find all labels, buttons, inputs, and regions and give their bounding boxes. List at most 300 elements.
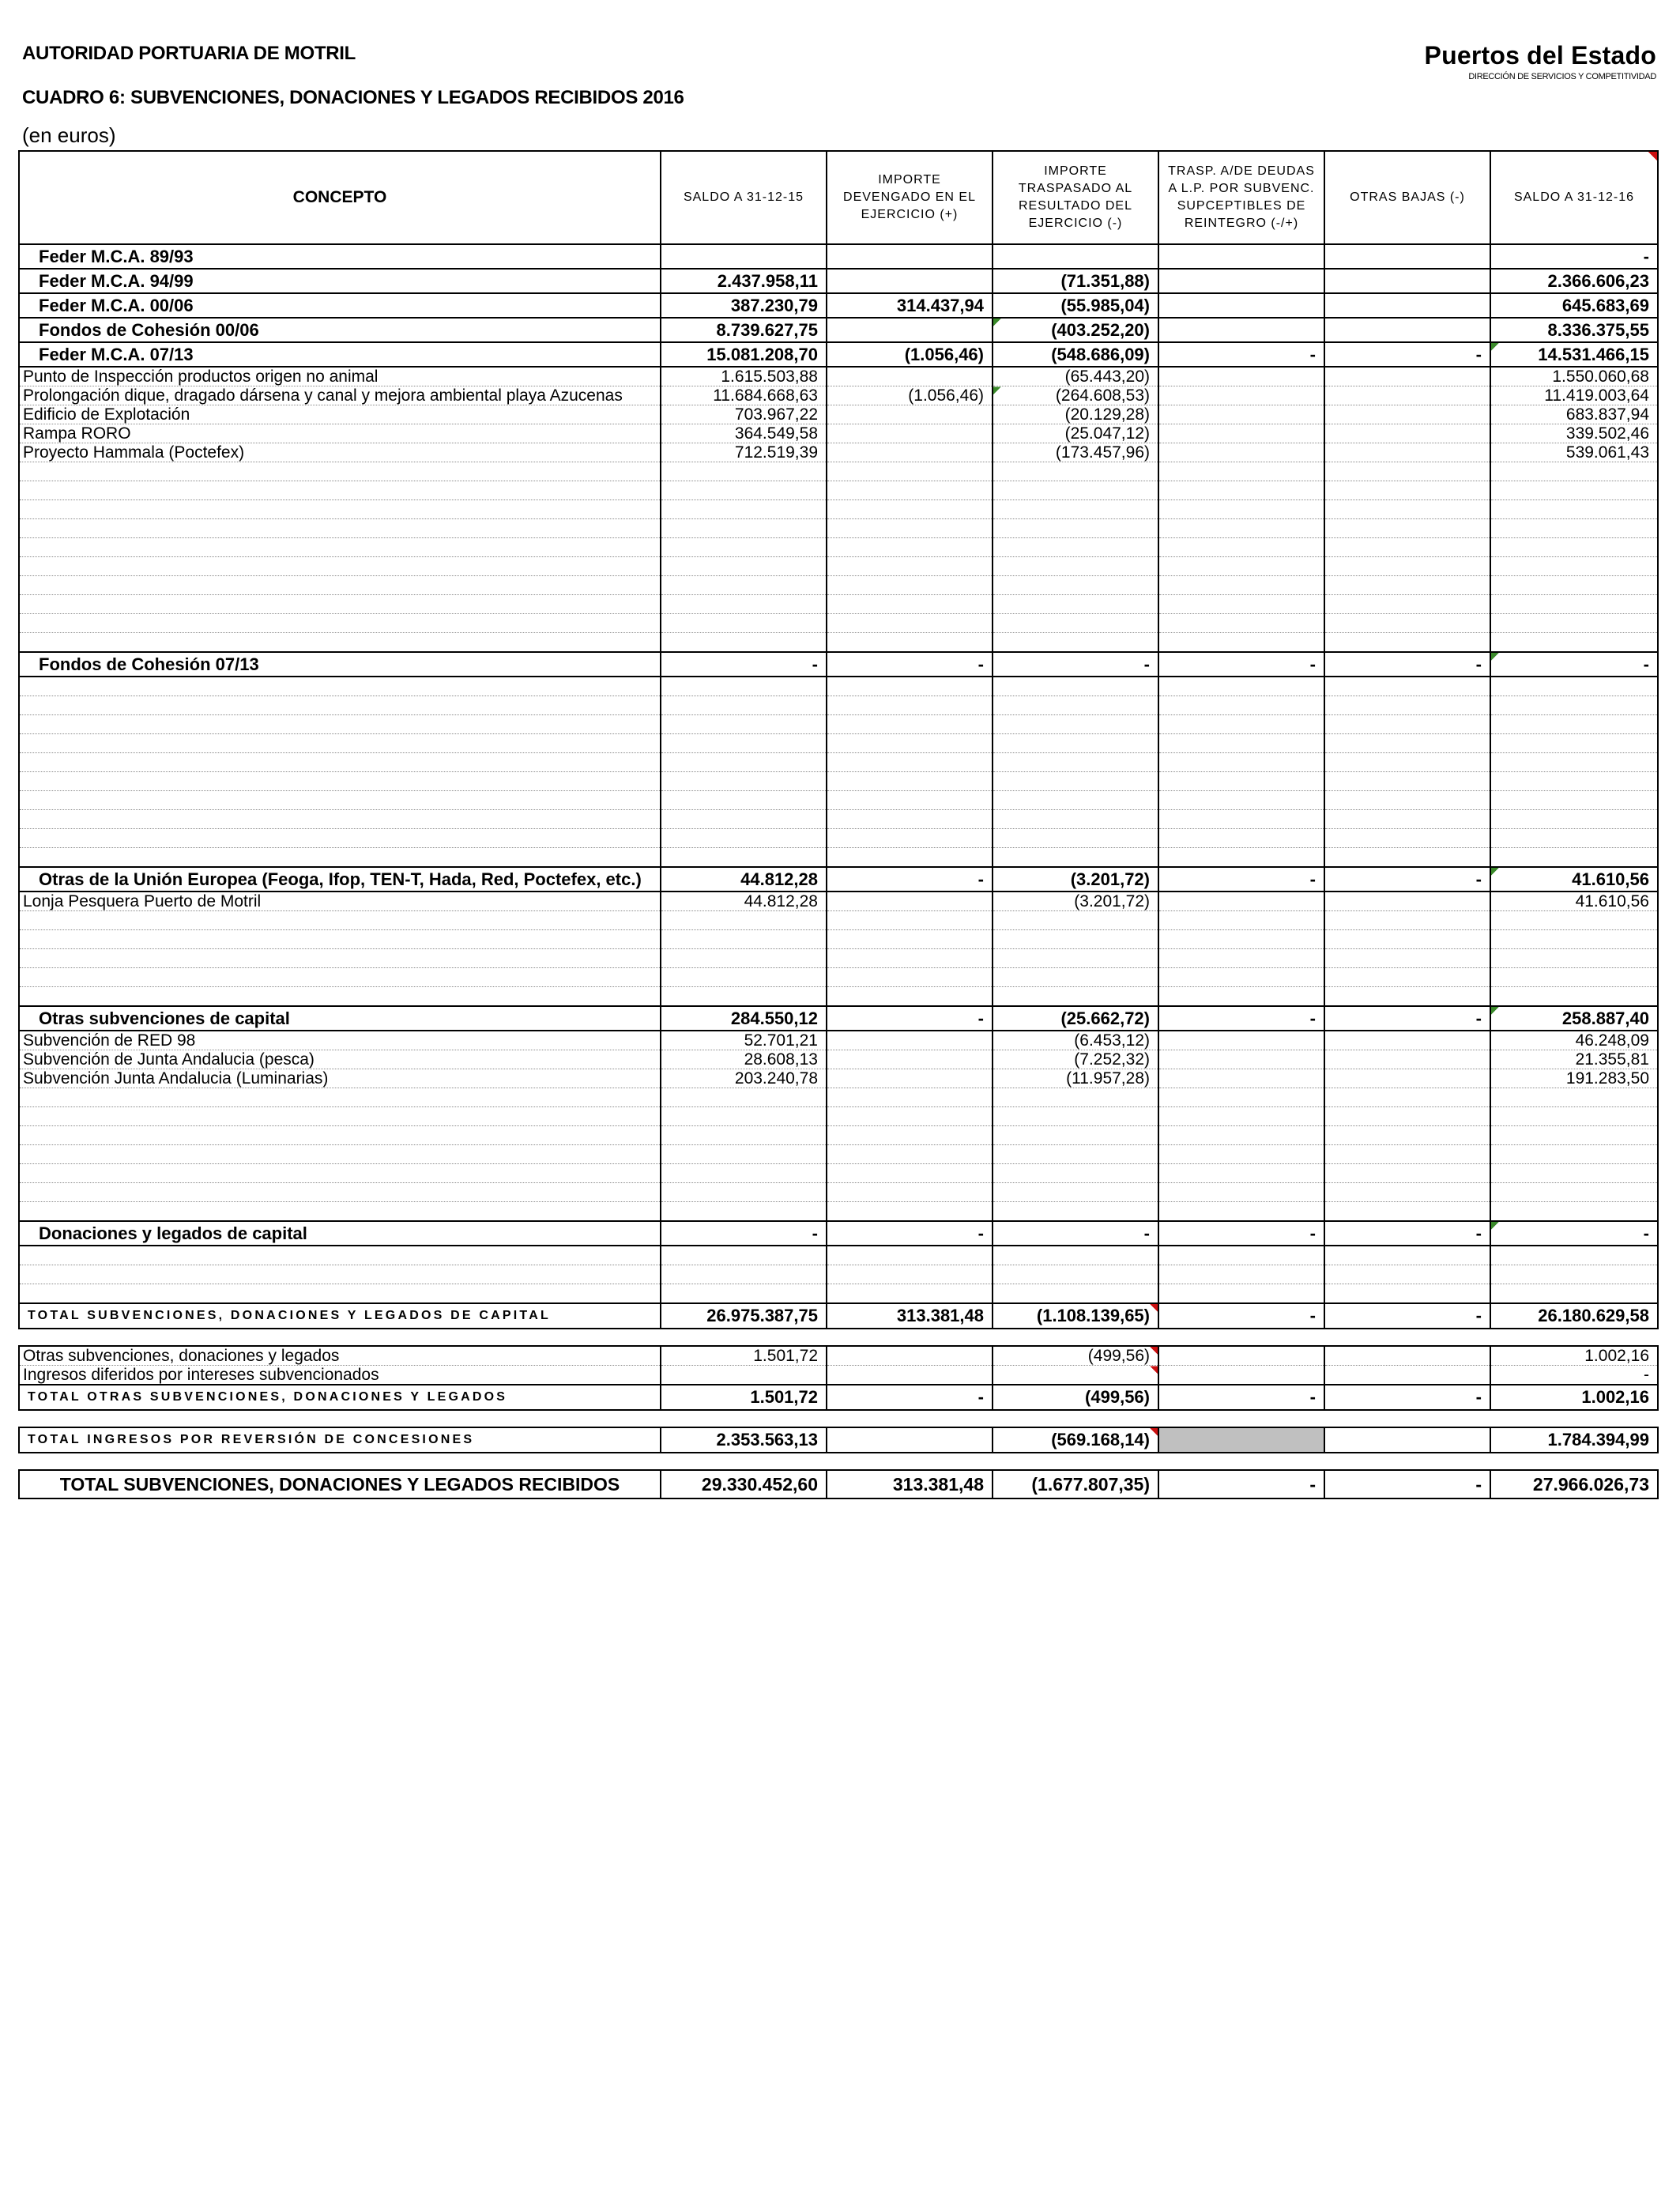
empty-row — [19, 1246, 1658, 1265]
empty-cell — [1324, 848, 1490, 868]
saldo-inicial-cell: - — [661, 652, 827, 677]
empty-cell — [661, 1088, 827, 1107]
column-header-otras-bajas: OTRAS BAJAS (-) — [1324, 151, 1490, 244]
empty-cell — [1490, 1126, 1658, 1145]
detail-row — [19, 424, 1658, 443]
empty-cell — [1324, 1265, 1490, 1284]
traspasado-cell: (499,56) — [993, 1346, 1158, 1366]
empty-cell — [661, 949, 827, 968]
empty-cell — [1324, 576, 1490, 595]
traspasado-cell: (6.453,12) — [993, 1031, 1158, 1050]
empty-cell — [19, 772, 661, 791]
empty-cell — [19, 1284, 661, 1304]
empty-cell — [993, 1126, 1158, 1145]
empty-cell — [19, 753, 661, 772]
empty-cell — [661, 614, 827, 633]
empty-cell — [661, 987, 827, 1007]
empty-cell — [661, 772, 827, 791]
traspasado-cell — [993, 1366, 1158, 1385]
empty-cell — [19, 968, 661, 987]
empty-cell — [1158, 1202, 1324, 1222]
saldo-final-cell: 1.002,16 — [1490, 1385, 1658, 1410]
empty-cell — [827, 696, 993, 715]
empty-cell — [1490, 500, 1658, 519]
saldo-inicial-cell: 29.330.452,60 — [661, 1470, 827, 1498]
saldo-inicial-cell: 11.684.668,63 — [661, 386, 827, 405]
empty-cell — [19, 677, 661, 696]
empty-cell — [827, 519, 993, 538]
empty-cell — [827, 734, 993, 753]
devengado-cell: 313.381,48 — [827, 1470, 993, 1498]
empty-cell — [1158, 1183, 1324, 1202]
devengado-cell — [827, 244, 993, 269]
empty-row — [19, 1107, 1658, 1126]
empty-cell — [661, 848, 827, 868]
traspasado-cell: (11.957,28) — [993, 1069, 1158, 1088]
empty-cell — [1490, 987, 1658, 1007]
empty-row — [19, 1202, 1658, 1222]
empty-row — [19, 848, 1658, 868]
section-row — [19, 1006, 1658, 1031]
devengado-cell: - — [827, 652, 993, 677]
empty-row — [19, 772, 1658, 791]
traspasado-cell: (20.129,28) — [993, 405, 1158, 424]
empty-cell — [827, 949, 993, 968]
concept-cell: Feder M.C.A. 89/93 — [19, 244, 661, 269]
empty-cell — [827, 810, 993, 829]
empty-cell — [1158, 810, 1324, 829]
otras-bajas-cell: - — [1324, 867, 1490, 892]
empty-cell — [661, 715, 827, 734]
grand-total-row — [19, 1470, 1658, 1498]
empty-cell — [19, 519, 661, 538]
saldo-final-cell: - — [1490, 1221, 1658, 1246]
devengado-cell — [827, 892, 993, 911]
empty-cell — [993, 677, 1158, 696]
empty-cell — [993, 462, 1158, 481]
empty-cell — [1158, 557, 1324, 576]
traspaso-deudas-cell — [1158, 1069, 1324, 1088]
saldo-inicial-cell: 1.615.503,88 — [661, 367, 827, 386]
devengado-cell — [827, 1069, 993, 1088]
empty-cell — [993, 1284, 1158, 1304]
empty-cell — [661, 595, 827, 614]
empty-cell — [1490, 772, 1658, 791]
empty-cell — [661, 538, 827, 557]
saldo-final-cell: 2.366.606,23 — [1490, 269, 1658, 293]
empty-cell — [19, 930, 661, 949]
empty-cell — [1490, 791, 1658, 810]
empty-cell — [827, 1183, 993, 1202]
table-body — [19, 244, 1658, 1498]
empty-cell — [1158, 538, 1324, 557]
empty-cell — [1324, 753, 1490, 772]
empty-cell — [1324, 1246, 1490, 1265]
empty-cell — [1158, 930, 1324, 949]
saldo-inicial-cell: 203.240,78 — [661, 1069, 827, 1088]
empty-cell — [1324, 462, 1490, 481]
empty-cell — [1490, 481, 1658, 500]
report-title: CUADRO 6: SUBVENCIONES, DONACIONES Y LEGADOS RECIBIDOS 2016 — [22, 87, 684, 108]
traspaso-deudas-cell — [1158, 386, 1324, 405]
empty-cell — [1324, 538, 1490, 557]
traspaso-deudas-cell: - — [1158, 1006, 1324, 1031]
traspaso-deudas-cell — [1158, 424, 1324, 443]
empty-cell — [1324, 519, 1490, 538]
saldo-inicial-cell: 712.519,39 — [661, 443, 827, 462]
empty-cell — [827, 576, 993, 595]
empty-cell — [1158, 1265, 1324, 1284]
saldo-inicial-cell: 2.353.563,13 — [661, 1427, 827, 1453]
empty-cell — [1158, 772, 1324, 791]
empty-cell — [1324, 1202, 1490, 1222]
traspaso-deudas-cell — [1158, 269, 1324, 293]
empty-cell — [827, 1284, 993, 1304]
empty-cell — [827, 911, 993, 930]
empty-row — [19, 1284, 1658, 1304]
empty-cell — [1158, 734, 1324, 753]
empty-cell — [827, 829, 993, 848]
traspaso-deudas-cell — [1158, 318, 1324, 342]
empty-cell — [19, 1145, 661, 1164]
empty-row — [19, 557, 1658, 576]
detail-row — [19, 1069, 1658, 1088]
spacer-row — [19, 1453, 1658, 1470]
empty-cell — [1490, 949, 1658, 968]
detail-row — [19, 386, 1658, 405]
traspaso-deudas-cell — [1158, 1366, 1324, 1385]
traspaso-deudas-cell — [1158, 892, 1324, 911]
column-header-traspasado: IMPORTE TRASPASADO AL RESULTADO DEL EJERCICIO (-) — [993, 151, 1158, 244]
saldo-inicial-cell: 2.437.958,11 — [661, 269, 827, 293]
empty-cell — [19, 1183, 661, 1202]
traspasado-cell: (71.351,88) — [993, 269, 1158, 293]
spacer-row — [19, 1410, 1658, 1427]
saldo-final-cell: 41.610,56 — [1490, 867, 1658, 892]
traspasado-cell: (65.443,20) — [993, 367, 1158, 386]
empty-cell — [1324, 734, 1490, 753]
concept-cell: Otras de la Unión Europea (Feoga, Ifop, TEN-T, Hada, Red, Poctefex, etc.) — [19, 867, 661, 892]
empty-cell — [1324, 829, 1490, 848]
empty-cell — [1158, 1088, 1324, 1107]
empty-cell — [1490, 829, 1658, 848]
empty-cell — [661, 1202, 827, 1222]
empty-row — [19, 614, 1658, 633]
traspasado-cell: (3.201,72) — [993, 892, 1158, 911]
section-row — [19, 318, 1658, 342]
saldo-final-cell: 8.336.375,55 — [1490, 318, 1658, 342]
empty-cell — [661, 1265, 827, 1284]
empty-cell — [1324, 930, 1490, 949]
devengado-cell: (1.056,46) — [827, 342, 993, 367]
empty-cell — [1158, 576, 1324, 595]
empty-cell — [1324, 696, 1490, 715]
concept-cell: Prolongación dique, dragado dársena y canal y mejora ambiental playa Azucenas — [19, 386, 661, 405]
empty-cell — [827, 1202, 993, 1222]
devengado-cell: 313.381,48 — [827, 1303, 993, 1329]
empty-cell — [1490, 614, 1658, 633]
empty-cell — [1490, 538, 1658, 557]
column-header-concepto: CONCEPTO — [19, 151, 661, 244]
empty-cell — [19, 734, 661, 753]
empty-cell — [1490, 696, 1658, 715]
empty-row — [19, 538, 1658, 557]
empty-row — [19, 595, 1658, 614]
otras-bajas-cell: - — [1324, 1221, 1490, 1246]
brand-logo — [1425, 41, 1656, 81]
devengado-cell — [827, 1031, 993, 1050]
devengado-cell — [827, 443, 993, 462]
empty-cell — [1324, 1164, 1490, 1183]
empty-cell — [993, 1183, 1158, 1202]
devengado-cell — [827, 405, 993, 424]
total-row — [19, 1427, 1658, 1453]
concept-cell: TOTAL SUBVENCIONES, DONACIONES Y LEGADOS DE CAPITAL — [19, 1303, 661, 1329]
saldo-final-cell: 14.531.466,15 — [1490, 342, 1658, 367]
empty-cell — [993, 595, 1158, 614]
otras-bajas-cell — [1324, 1031, 1490, 1050]
empty-cell — [1158, 1126, 1324, 1145]
empty-cell — [993, 538, 1158, 557]
otras-bajas-cell — [1324, 318, 1490, 342]
empty-cell — [1490, 1265, 1658, 1284]
empty-cell — [1490, 462, 1658, 481]
empty-cell — [1158, 987, 1324, 1007]
empty-cell — [993, 1145, 1158, 1164]
empty-cell — [1490, 715, 1658, 734]
empty-cell — [993, 1088, 1158, 1107]
concept-cell: Rampa RORO — [19, 424, 661, 443]
empty-cell — [1158, 753, 1324, 772]
empty-cell — [661, 696, 827, 715]
otras-bajas-cell: - — [1324, 1385, 1490, 1410]
empty-cell — [827, 930, 993, 949]
table-header-row — [19, 151, 1658, 244]
empty-cell — [1490, 1246, 1658, 1265]
empty-cell — [1324, 968, 1490, 987]
empty-cell — [1158, 696, 1324, 715]
otras-bajas-cell: - — [1324, 1006, 1490, 1031]
concept-cell: Punto de Inspección productos origen no animal — [19, 367, 661, 386]
empty-row — [19, 481, 1658, 500]
empty-cell — [1490, 1284, 1658, 1304]
traspaso-deudas-cell — [1158, 1031, 1324, 1050]
empty-cell — [1324, 481, 1490, 500]
empty-row — [19, 1126, 1658, 1145]
empty-row — [19, 500, 1658, 519]
empty-cell — [19, 848, 661, 868]
empty-cell — [827, 968, 993, 987]
devengado-cell — [827, 367, 993, 386]
empty-cell — [1324, 949, 1490, 968]
empty-cell — [993, 791, 1158, 810]
saldo-inicial-cell: 44.812,28 — [661, 892, 827, 911]
empty-cell — [19, 810, 661, 829]
concept-cell: TOTAL SUBVENCIONES, DONACIONES Y LEGADOS RECIBIDOS — [19, 1470, 661, 1498]
empty-cell — [19, 1107, 661, 1126]
empty-cell — [1324, 791, 1490, 810]
concept-cell: Lonja Pesquera Puerto de Motril — [19, 892, 661, 911]
empty-cell — [1324, 1126, 1490, 1145]
empty-cell — [993, 557, 1158, 576]
devengado-cell: - — [827, 1221, 993, 1246]
detail-row — [19, 1050, 1658, 1069]
traspaso-deudas-cell: - — [1158, 652, 1324, 677]
empty-cell — [1324, 633, 1490, 653]
otras-bajas-cell — [1324, 293, 1490, 318]
saldo-final-cell: - — [1490, 244, 1658, 269]
empty-cell — [1324, 772, 1490, 791]
empty-cell — [993, 614, 1158, 633]
empty-cell — [1490, 1164, 1658, 1183]
empty-cell — [827, 595, 993, 614]
otras-bajas-cell — [1324, 443, 1490, 462]
concept-cell: Subvención de RED 98 — [19, 1031, 661, 1050]
empty-cell — [661, 1126, 827, 1145]
otras-bajas-cell: - — [1324, 1303, 1490, 1329]
saldo-final-cell: 683.837,94 — [1490, 405, 1658, 424]
empty-cell — [993, 1265, 1158, 1284]
empty-cell — [1490, 595, 1658, 614]
empty-cell — [1490, 810, 1658, 829]
empty-cell — [827, 677, 993, 696]
concept-cell: Otras subvenciones, donaciones y legados — [19, 1346, 661, 1366]
empty-cell — [19, 829, 661, 848]
empty-cell — [993, 1107, 1158, 1126]
empty-cell — [1158, 848, 1324, 868]
saldo-final-cell: 339.502,46 — [1490, 424, 1658, 443]
empty-cell — [1324, 911, 1490, 930]
otras-bajas-cell — [1324, 892, 1490, 911]
empty-cell — [19, 500, 661, 519]
spacer-cell — [19, 1453, 1658, 1470]
empty-cell — [1158, 1145, 1324, 1164]
empty-cell — [993, 633, 1158, 653]
saldo-final-cell: 645.683,69 — [1490, 293, 1658, 318]
empty-cell — [661, 1183, 827, 1202]
saldo-inicial-cell: - — [661, 1221, 827, 1246]
organization-name: AUTORIDAD PORTUARIA DE MOTRIL — [22, 43, 356, 64]
empty-cell — [993, 829, 1158, 848]
saldo-inicial-cell — [661, 1366, 827, 1385]
empty-cell — [1490, 930, 1658, 949]
concept-cell: Feder M.C.A. 07/13 — [19, 342, 661, 367]
detail-row — [19, 1346, 1658, 1366]
traspasado-cell: (264.608,53) — [993, 386, 1158, 405]
empty-cell — [661, 481, 827, 500]
brand-subtitle: DIRECCIÓN DE SERVICIOS Y COMPETITIVIDAD — [1468, 72, 1656, 81]
traspasado-cell: (1.108.139,65) — [993, 1303, 1158, 1329]
empty-cell — [1490, 1145, 1658, 1164]
empty-cell — [993, 481, 1158, 500]
section-row — [19, 1221, 1658, 1246]
empty-cell — [1490, 677, 1658, 696]
empty-cell — [993, 753, 1158, 772]
concept-cell: Subvención de Junta Andalucia (pesca) — [19, 1050, 661, 1069]
empty-cell — [1490, 753, 1658, 772]
empty-cell — [1490, 633, 1658, 653]
empty-cell — [1324, 557, 1490, 576]
empty-cell — [827, 614, 993, 633]
empty-cell — [661, 930, 827, 949]
empty-cell — [661, 677, 827, 696]
saldo-final-cell: 26.180.629,58 — [1490, 1303, 1658, 1329]
traspaso-deudas-cell: - — [1158, 1221, 1324, 1246]
empty-cell — [661, 1246, 827, 1265]
empty-row — [19, 677, 1658, 696]
otras-bajas-cell — [1324, 1050, 1490, 1069]
empty-cell — [827, 1088, 993, 1107]
empty-cell — [827, 987, 993, 1007]
empty-cell — [1490, 1202, 1658, 1222]
detail-row — [19, 1031, 1658, 1050]
empty-cell — [827, 481, 993, 500]
empty-cell — [1490, 519, 1658, 538]
otras-bajas-cell — [1324, 405, 1490, 424]
units-label: (en euros) — [22, 123, 116, 147]
traspaso-deudas-cell — [1158, 443, 1324, 462]
empty-cell — [993, 911, 1158, 930]
empty-cell — [1158, 791, 1324, 810]
empty-row — [19, 791, 1658, 810]
saldo-inicial-cell: 703.967,22 — [661, 405, 827, 424]
devengado-cell — [827, 424, 993, 443]
empty-row — [19, 734, 1658, 753]
detail-row — [19, 1366, 1658, 1385]
saldo-final-cell: 21.355,81 — [1490, 1050, 1658, 1069]
empty-cell — [1158, 829, 1324, 848]
section-row — [19, 244, 1658, 269]
empty-cell — [19, 696, 661, 715]
traspaso-deudas-cell: - — [1158, 1385, 1324, 1410]
traspaso-deudas-cell — [1158, 244, 1324, 269]
saldo-inicial-cell: 28.608,13 — [661, 1050, 827, 1069]
concept-cell: Ingresos diferidos por intereses subvencionados — [19, 1366, 661, 1385]
traspasado-cell — [993, 244, 1158, 269]
empty-cell — [661, 791, 827, 810]
empty-cell — [19, 538, 661, 557]
otras-bajas-cell: - — [1324, 652, 1490, 677]
traspasado-cell: (1.677.807,35) — [993, 1470, 1158, 1498]
section-row — [19, 867, 1658, 892]
empty-cell — [1158, 715, 1324, 734]
empty-cell — [1324, 1145, 1490, 1164]
otras-bajas-cell — [1324, 424, 1490, 443]
empty-cell — [661, 1145, 827, 1164]
saldo-final-cell: 1.550.060,68 — [1490, 367, 1658, 386]
empty-cell — [993, 715, 1158, 734]
empty-cell — [1490, 1183, 1658, 1202]
empty-cell — [661, 968, 827, 987]
empty-cell — [993, 1202, 1158, 1222]
saldo-final-cell: 46.248,09 — [1490, 1031, 1658, 1050]
empty-row — [19, 715, 1658, 734]
concept-cell: TOTAL OTRAS SUBVENCIONES, DONACIONES Y LEGADOS — [19, 1385, 661, 1410]
spacer-cell — [19, 1410, 1658, 1427]
otras-bajas-cell — [1324, 1069, 1490, 1088]
concept-cell: Edificio de Explotación — [19, 405, 661, 424]
empty-row — [19, 1145, 1658, 1164]
empty-row — [19, 1265, 1658, 1284]
saldo-inicial-cell — [661, 244, 827, 269]
empty-row — [19, 911, 1658, 930]
brand-name: Puertos del Estado — [1424, 41, 1656, 70]
empty-cell — [993, 500, 1158, 519]
empty-row — [19, 949, 1658, 968]
empty-cell — [661, 633, 827, 653]
otras-bajas-cell — [1324, 244, 1490, 269]
empty-cell — [661, 753, 827, 772]
